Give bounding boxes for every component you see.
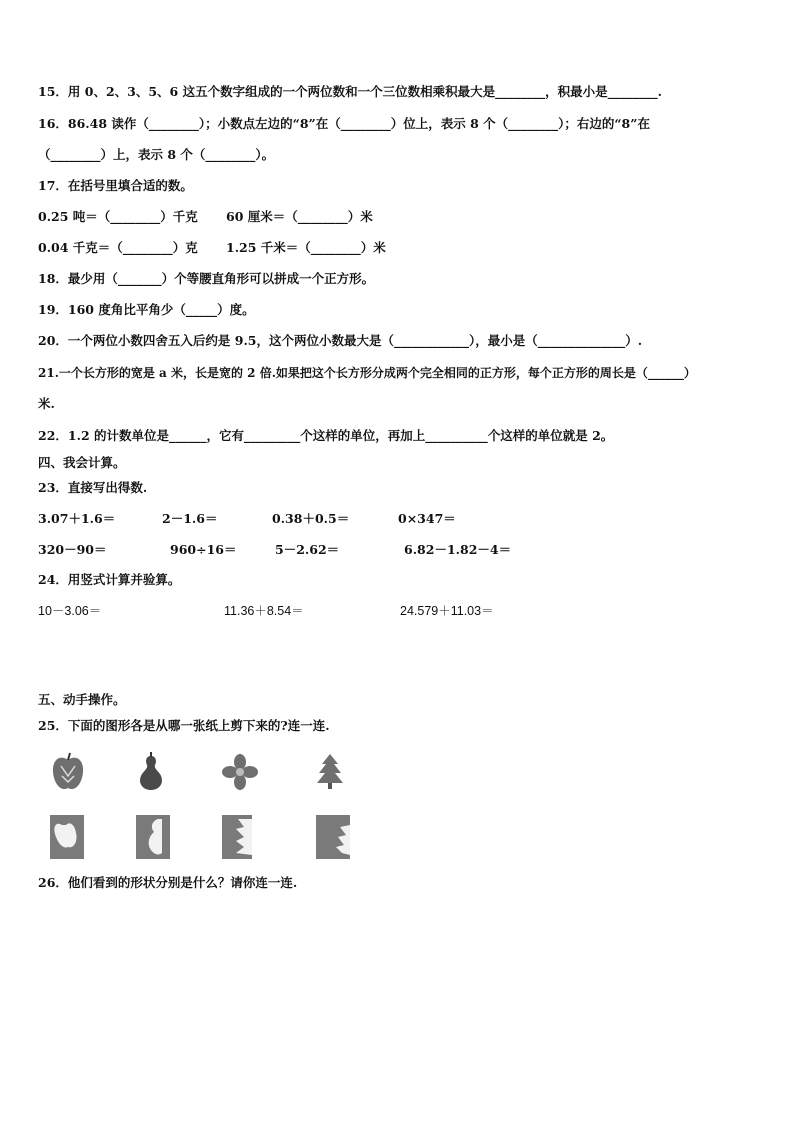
question-17-item-c: 0.04 千克＝（________）克 [38, 240, 198, 255]
question-17-item-d: 1.25 千米＝（________）米 [226, 240, 386, 255]
q23-r1-c3: 0.38＋0.5＝ [272, 511, 350, 526]
question-24-title: 24．用竖式计算并验算。 [38, 572, 181, 587]
q23-r2-c4: 6.82－1.82－4＝ [404, 542, 512, 557]
q23-r2-c1: 320－90＝ [38, 542, 107, 557]
paper-apple-cutout [50, 815, 84, 859]
question-16-line2: （________）上，表示 8 个（________）。 [38, 147, 275, 162]
paper-tree-cutout [316, 815, 350, 859]
q23-r2-c3: 5－2.62＝ [275, 542, 340, 557]
q23-r1-c2: 2－1.6＝ [162, 511, 218, 526]
q24-item-2: 11.36＋8.54＝ [224, 604, 304, 618]
q23-r1-c1: 3.07＋1.6＝ [38, 511, 116, 526]
question-19: 19．160 度角比平角少（_____）度。 [38, 302, 255, 317]
question-17-item-a: 0.25 吨＝（________）千克 [38, 209, 198, 224]
question-21-line1: 21.一个长方形的宽是 a 米，长是宽的 2 倍.如果把这个长方形分成两个完全相同的正方形，每个正方形的周长是（______） [38, 366, 696, 380]
question-16-line1: 16．86.48 读作（________）；小数点左边的“8”在（________）位上，表示 8 个（________）；右边的“8”在 [38, 116, 650, 131]
question-15: 15．用 0、2、3、5、6 这五个数字组成的一个两位数和一个三位数相乘积最大是________，积最小是________. [38, 84, 662, 99]
paper-flower-cutout [222, 815, 252, 859]
q23-r1-c4: 0×347＝ [398, 511, 456, 526]
q23-r2-c2: 960÷16＝ [170, 542, 237, 557]
paper-gourd-cutout [136, 815, 170, 859]
question-17: 17．在括号里填合适的数。 [38, 178, 193, 193]
question-21-line2: 米. [38, 396, 55, 411]
tree-icon [316, 752, 344, 792]
apple-icon [50, 752, 86, 794]
gourd-icon [136, 752, 166, 792]
question-20: 20．一个两位小数四舍五入后约是 9.5，这个两位小数最大是（____________），最小是（______________）. [38, 333, 643, 348]
question-17-item-b: 60 厘米＝（________）米 [226, 209, 373, 224]
question-22: 22．1.2 的计数单位是______，它有_________个这样的单位，再加上__________个这样的单位就是 2。 [38, 428, 614, 443]
section-5-heading: 五、动手操作。 [38, 692, 126, 707]
flower-icon [222, 754, 258, 790]
question-23-title: 23．直接写出得数. [38, 480, 148, 495]
q24-item-3: 24.579＋11.03＝ [400, 604, 494, 618]
section-4-heading: 四、我会计算。 [38, 455, 126, 470]
question-26-title: 26．他们看到的形状分别是什么？请你连一连. [38, 875, 298, 890]
q24-item-1: 10－3.06＝ [38, 604, 102, 618]
question-25-title: 25．下面的图形各是从哪一张纸上剪下来的?连一连. [38, 718, 330, 733]
question-18: 18．最少用（_______）个等腰直角形可以拼成一个正方形。 [38, 271, 375, 286]
